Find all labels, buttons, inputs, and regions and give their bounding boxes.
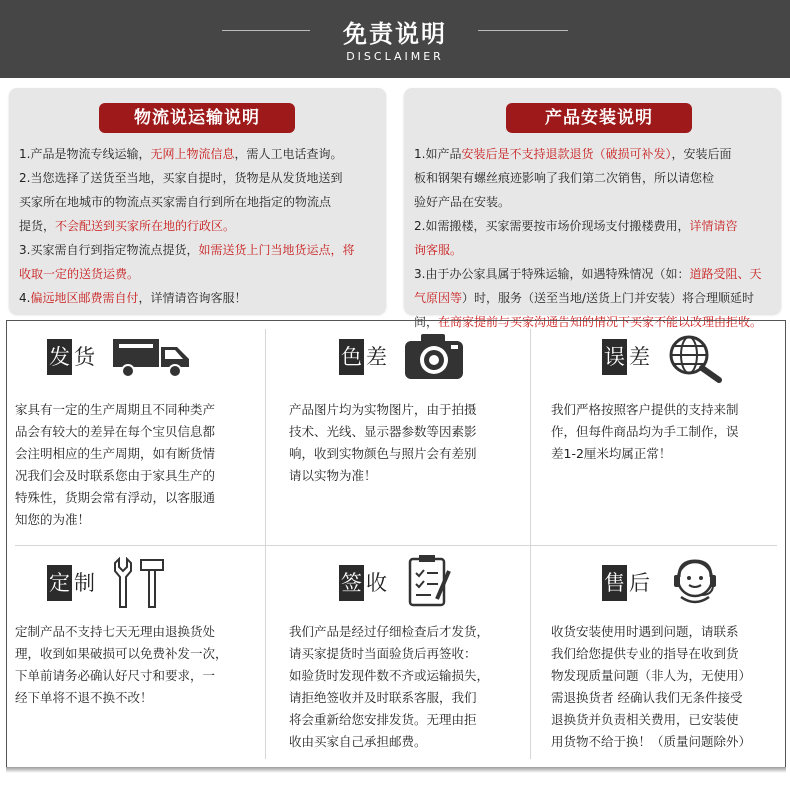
text-segment: 间，	[414, 315, 439, 329]
text-line: 理，收到如果破损可以免费补发一次，	[15, 646, 228, 661]
text-segment: ，安装后面	[671, 147, 732, 161]
list-item	[19, 166, 381, 190]
camera-icon	[403, 331, 465, 385]
grid-divider	[15, 545, 777, 546]
tolerance-label: 误 差	[602, 339, 652, 375]
text-line: 收货安装使用时遇到问题，请联系	[551, 624, 739, 639]
truck-icon	[113, 333, 193, 385]
checklist-icon	[407, 553, 455, 613]
text-line: 经下单将不退不换不改！	[15, 690, 153, 705]
text-line: 请拒绝签收并及时联系客服，我们	[289, 690, 477, 705]
bottom-shadow	[6, 767, 786, 773]
text-line: 物发现质量问题（非人为，无使用）	[551, 668, 752, 683]
text-line: 技术、光线、显示器参数等因素影	[289, 424, 477, 439]
text-segment: 安装后是不支持退款退货（破损可补发）	[461, 147, 672, 161]
text-segment: 2.当您选择了送货至当地，买家自提时，货物是从发货地送到	[19, 171, 343, 185]
logistics-list	[19, 142, 381, 310]
text-line: 收由买家自己承担邮费。	[289, 734, 427, 749]
text-line: 我们给您提供专业的指导在收到货	[551, 646, 739, 661]
list-item	[19, 214, 381, 238]
text-segment: 详情请咨	[689, 219, 738, 233]
text-segment: 道路受阻、天	[689, 267, 762, 281]
list-item	[414, 166, 776, 190]
globe-search-icon	[667, 333, 727, 387]
page-title: 免责说明	[343, 20, 447, 48]
text-segment: 1.产品是物流专线运输，	[19, 147, 151, 161]
shipping-text	[15, 399, 261, 531]
text-line: 如验货时发现件数不齐或运输损失，	[289, 668, 490, 683]
text-segment: 询客服。	[414, 243, 463, 257]
disclaimer-header	[0, 0, 790, 78]
text-line: 定制产品不支持七天无理由退换货处	[15, 624, 216, 639]
text-line: 请买家提货时当面验货后再签收：	[289, 646, 477, 661]
text-line: 将会重新给您安排发货。无理由拒	[289, 712, 477, 727]
text-segment: 如需送货上门当地货运点，将	[198, 243, 355, 257]
text-segment: 提货，	[19, 219, 56, 233]
sign-label: 签 收	[339, 565, 389, 601]
text-segment: 气原因等	[414, 291, 463, 305]
shipping-label: 发 货	[47, 339, 97, 375]
text-segment: ）时，服务（送至当地/送货上门并安装）将合理顺延时	[462, 291, 755, 305]
text-line: 产品图片均为实物图片，由于拍摄	[289, 402, 477, 417]
color-diff-label: 色 差	[339, 339, 389, 375]
list-item	[414, 262, 776, 286]
grid-divider	[530, 329, 531, 759]
text-line: 请以实物为准！	[289, 468, 377, 483]
tools-icon	[111, 557, 167, 613]
headset-icon	[667, 553, 723, 613]
text-line: 下单前请务必确认好尺寸和要求，一	[15, 668, 216, 683]
text-line: 响，收到实物颜色与照片会有差别	[289, 446, 477, 461]
tolerance-text	[551, 399, 779, 465]
text-line: 我们严格按照客户提供的支持来制	[551, 402, 739, 417]
text-line: 退换货并负责相关费用，已安装使	[551, 712, 739, 727]
list-item	[19, 262, 381, 286]
text-segment: ，需人工电话查询。	[234, 147, 343, 161]
text-line: 特殊性，货期会常有浮动，以客服通	[15, 490, 216, 505]
text-segment: 收取一定的送货运费。	[19, 267, 140, 281]
page-subtitle: DISCLAIMER	[346, 50, 444, 63]
text-line: 会注明相应的生产周期，如有断货情	[15, 446, 216, 461]
text-line: 我们产品是经过仔细检查后才发货，	[289, 624, 490, 639]
list-item	[19, 238, 381, 262]
logistics-panel	[9, 88, 386, 314]
text-segment: 3.由于办公家具属于特殊运输，如遇特殊情况（如：	[414, 267, 690, 281]
after-sales-text	[551, 621, 781, 753]
text-line: 家具有一定的生产周期且不同种类产	[15, 402, 216, 417]
grid-divider	[265, 329, 266, 759]
text-line: 知您的为准！	[15, 512, 91, 527]
text-line: 品会有较大的差异在每个宝贝信息都	[15, 424, 216, 439]
logistics-title: 物流说运输说明	[99, 103, 295, 133]
list-item	[414, 214, 776, 238]
text-line: 况我们会及时联系您由于家具生产的	[15, 468, 216, 483]
policy-grid	[6, 320, 786, 768]
text-segment: 2.如需搬楼，买家需要按市场价现场支付搬楼费用，	[414, 219, 690, 233]
list-item	[414, 142, 776, 166]
text-segment: 无网上物流信息	[150, 147, 235, 161]
text-segment: 在商家提前与买家沟通告知的情况下买家不能以改理由拒收。	[438, 315, 763, 329]
text-line: 差1-2厘米均属正常！	[551, 446, 672, 461]
text-line: 作，但每件商品均为手工制作，误	[551, 424, 739, 439]
text-line: 用货物不给于换！（质量问题除外）	[551, 734, 752, 749]
custom-text	[15, 621, 261, 709]
text-segment: 1.如产品	[414, 147, 462, 161]
list-item	[414, 286, 776, 310]
text-line: 需退换货者 经确认我们无条件接受	[551, 690, 743, 705]
text-segment: 板和钢架有螺丝痕迹影响了我们第二次销售，所以请您检	[414, 171, 715, 185]
list-item	[19, 190, 381, 214]
text-segment: 买家所在地城市的物流点买家需自行到所在地指定的物流点	[19, 195, 332, 209]
sign-text	[289, 621, 525, 753]
install-panel	[404, 88, 781, 329]
color-diff-text	[289, 399, 525, 487]
text-segment: 不会配送到买家所在地的行政区。	[55, 219, 236, 233]
list-item	[19, 286, 381, 310]
text-segment: 4.	[19, 291, 31, 305]
text-segment: ，详情请咨询客服！	[138, 291, 247, 305]
list-item	[414, 190, 776, 214]
list-item	[414, 238, 776, 262]
text-segment: 偏远地区邮费需自付	[30, 291, 139, 305]
list-item	[19, 142, 381, 166]
text-segment: 验好产品在安装。	[414, 195, 511, 209]
after-sales-label: 售 后	[602, 565, 652, 601]
install-list	[414, 142, 776, 334]
custom-label: 定 制	[47, 565, 97, 601]
text-segment: 3.买家需自行到指定物流点提货，	[19, 243, 199, 257]
install-title: 产品安装说明	[506, 103, 692, 133]
